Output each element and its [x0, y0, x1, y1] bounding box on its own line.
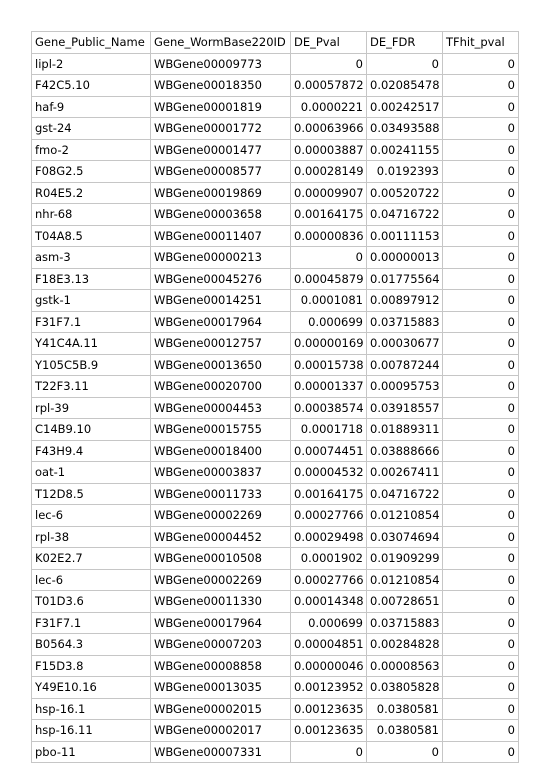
cell-tfhit-pval[interactable]: 0 [443, 720, 519, 742]
cell-de-fdr[interactable]: 0.03715883 [367, 612, 443, 634]
cell-gene-wormbase-id[interactable]: WBGene00019869 [151, 182, 291, 204]
table-row [32, 53, 519, 75]
table-row [32, 548, 519, 570]
cell-gene-wormbase-id[interactable]: WBGene00008577 [151, 161, 291, 183]
cell-tfhit-pval[interactable]: 0 [443, 354, 519, 376]
cell-tfhit-pval[interactable]: 0 [443, 333, 519, 355]
cell-de-pval[interactable]: 0 [291, 741, 367, 763]
cell-de-pval[interactable]: 0 [291, 53, 367, 75]
table-row [32, 118, 519, 140]
cell-tfhit-pval[interactable]: 0 [443, 505, 519, 527]
cell-gene-wormbase-id[interactable]: WBGene00017964 [151, 311, 291, 333]
table-row [32, 720, 519, 742]
cell-de-pval[interactable]: 0.00004851 [291, 634, 367, 656]
table-row [32, 247, 519, 269]
cell-gene-wormbase-id[interactable]: WBGene00001477 [151, 139, 291, 161]
cell-de-pval[interactable]: 0.00123635 [291, 720, 367, 742]
table-row [32, 204, 519, 226]
cell-de-pval[interactable]: 0.00003887 [291, 139, 367, 161]
cell-tfhit-pval[interactable]: 0 [443, 96, 519, 118]
cell-tfhit-pval[interactable]: 0 [443, 698, 519, 720]
table-row [32, 462, 519, 484]
cell-gene-wormbase-id[interactable]: WBGene00007203 [151, 634, 291, 656]
cell-de-fdr[interactable]: 0.03493588 [367, 118, 443, 140]
table-row [32, 634, 519, 656]
cell-de-fdr[interactable]: 0 [367, 53, 443, 75]
cell-gene-public-name[interactable]: hsp-16.1 [32, 698, 151, 720]
cell-tfhit-pval[interactable]: 0 [443, 290, 519, 312]
cell-tfhit-pval[interactable]: 0 [443, 139, 519, 161]
table-row [32, 75, 519, 97]
cell-de-fdr[interactable]: 0.00008563 [367, 655, 443, 677]
table-row [32, 698, 519, 720]
cell-de-pval[interactable]: 0.00057872 [291, 75, 367, 97]
cell-de-pval[interactable]: 0.00027766 [291, 505, 367, 527]
cell-gene-wormbase-id[interactable]: WBGene00003658 [151, 204, 291, 226]
cell-gene-wormbase-id[interactable]: WBGene00015755 [151, 419, 291, 441]
cell-gene-wormbase-id[interactable]: WBGene00009773 [151, 53, 291, 75]
table-row [32, 419, 519, 441]
spreadsheet [31, 31, 519, 759]
cell-de-fdr[interactable]: 0.01210854 [367, 569, 443, 591]
cell-gene-wormbase-id[interactable]: WBGene00018350 [151, 75, 291, 97]
cell-tfhit-pval[interactable]: 0 [443, 634, 519, 656]
cell-gene-wormbase-id[interactable]: WBGene00004453 [151, 397, 291, 419]
cell-gene-public-name[interactable]: C14B9.10 [32, 419, 151, 441]
table-row [32, 612, 519, 634]
table-row [32, 376, 519, 398]
cell-gene-wormbase-id[interactable]: WBGene00011407 [151, 225, 291, 247]
cell-gene-public-name[interactable]: hsp-16.11 [32, 720, 151, 742]
cell-de-pval[interactable]: 0 [291, 247, 367, 269]
cell-tfhit-pval[interactable]: 0 [443, 569, 519, 591]
cell-de-fdr[interactable]: 0.00095753 [367, 376, 443, 398]
cell-de-pval[interactable]: 0.00000836 [291, 225, 367, 247]
cell-de-pval[interactable]: 0.000699 [291, 612, 367, 634]
cell-tfhit-pval[interactable]: 0 [443, 397, 519, 419]
cell-de-fdr[interactable]: 0.01889311 [367, 419, 443, 441]
table-row [32, 354, 519, 376]
cell-tfhit-pval[interactable]: 0 [443, 311, 519, 333]
cell-tfhit-pval[interactable]: 0 [443, 53, 519, 75]
cell-gene-wormbase-id[interactable]: WBGene00004452 [151, 526, 291, 548]
cell-gene-wormbase-id[interactable]: WBGene00011330 [151, 591, 291, 613]
cell-gene-public-name[interactable]: F08G2.5 [32, 161, 151, 183]
table-row [32, 290, 519, 312]
cell-de-pval[interactable]: 0.0001902 [291, 548, 367, 570]
cell-tfhit-pval[interactable]: 0 [443, 591, 519, 613]
cell-de-fdr[interactable]: 0.00520722 [367, 182, 443, 204]
column-header-de-fdr[interactable]: DE_FDR [367, 32, 443, 54]
cell-de-fdr[interactable]: 0.03918557 [367, 397, 443, 419]
cell-de-fdr[interactable]: 0.00787244 [367, 354, 443, 376]
cell-de-pval[interactable]: 0.00164175 [291, 204, 367, 226]
cell-gene-public-name[interactable]: F31F7.1 [32, 311, 151, 333]
cell-de-fdr[interactable]: 0.00267411 [367, 462, 443, 484]
cell-de-fdr[interactable]: 0.00030677 [367, 333, 443, 355]
table-row [32, 440, 519, 462]
cell-de-pval[interactable]: 0.00063966 [291, 118, 367, 140]
cell-gene-public-name[interactable]: F42C5.10 [32, 75, 151, 97]
cell-de-pval[interactable]: 0.00028149 [291, 161, 367, 183]
cell-gene-public-name[interactable]: pbo-11 [32, 741, 151, 763]
column-header-tfhit-pval[interactable]: TFhit_pval [443, 32, 519, 54]
cell-tfhit-pval[interactable]: 0 [443, 75, 519, 97]
cell-gene-public-name[interactable]: T12D8.5 [32, 483, 151, 505]
cell-gene-public-name[interactable]: haf-9 [32, 96, 151, 118]
cell-gene-wormbase-id[interactable]: WBGene00014251 [151, 290, 291, 312]
cell-tfhit-pval[interactable]: 0 [443, 268, 519, 290]
cell-gene-wormbase-id[interactable]: WBGene00000213 [151, 247, 291, 269]
cell-gene-public-name[interactable]: F31F7.1 [32, 612, 151, 634]
cell-de-pval[interactable]: 0.00001337 [291, 376, 367, 398]
cell-de-pval[interactable]: 0.00014348 [291, 591, 367, 613]
cell-de-fdr[interactable]: 0.04716722 [367, 204, 443, 226]
cell-de-fdr[interactable]: 0.0380581 [367, 698, 443, 720]
cell-tfhit-pval[interactable]: 0 [443, 548, 519, 570]
cell-de-fdr[interactable]: 0.00241155 [367, 139, 443, 161]
cell-gene-public-name[interactable]: gstk-1 [32, 290, 151, 312]
table-row [32, 96, 519, 118]
cell-gene-public-name[interactable]: oat-1 [32, 462, 151, 484]
table-row [32, 139, 519, 161]
cell-de-pval[interactable]: 0.0001718 [291, 419, 367, 441]
cell-de-fdr[interactable]: 0.00000013 [367, 247, 443, 269]
cell-gene-wormbase-id[interactable]: WBGene00018400 [151, 440, 291, 462]
cell-tfhit-pval[interactable]: 0 [443, 161, 519, 183]
cell-gene-public-name[interactable]: lec-6 [32, 569, 151, 591]
cell-tfhit-pval[interactable]: 0 [443, 182, 519, 204]
cell-de-fdr[interactable]: 0.01909299 [367, 548, 443, 570]
cell-gene-public-name[interactable]: rpl-39 [32, 397, 151, 419]
cell-gene-public-name[interactable]: Y49E10.16 [32, 677, 151, 699]
cell-de-pval[interactable]: 0.00123952 [291, 677, 367, 699]
cell-de-pval[interactable]: 0.00004532 [291, 462, 367, 484]
cell-gene-wormbase-id[interactable]: WBGene00045276 [151, 268, 291, 290]
cell-gene-public-name[interactable]: B0564.3 [32, 634, 151, 656]
cell-gene-wormbase-id[interactable]: WBGene00017964 [151, 612, 291, 634]
cell-gene-wormbase-id[interactable]: WBGene00001819 [151, 96, 291, 118]
cell-gene-wormbase-id[interactable]: WBGene00011733 [151, 483, 291, 505]
table-row [32, 161, 519, 183]
column-header-gene-public-name[interactable]: Gene_Public_Name [32, 32, 151, 54]
cell-gene-public-name[interactable]: Y41C4A.11 [32, 333, 151, 355]
cell-de-pval[interactable]: 0.000699 [291, 311, 367, 333]
cell-gene-wormbase-id[interactable]: WBGene00002017 [151, 720, 291, 742]
cell-tfhit-pval[interactable]: 0 [443, 655, 519, 677]
cell-tfhit-pval[interactable]: 0 [443, 440, 519, 462]
table-row [32, 677, 519, 699]
cell-de-pval[interactable]: 0.00029498 [291, 526, 367, 548]
cell-de-pval[interactable]: 0.0000221 [291, 96, 367, 118]
cell-gene-public-name[interactable]: T04A8.5 [32, 225, 151, 247]
cell-de-fdr[interactable]: 0.00111153 [367, 225, 443, 247]
cell-gene-wormbase-id[interactable]: WBGene00013035 [151, 677, 291, 699]
cell-gene-public-name[interactable]: Y105C5B.9 [32, 354, 151, 376]
cell-de-fdr[interactable]: 0.00897912 [367, 290, 443, 312]
cell-gene-public-name[interactable]: F15D3.8 [32, 655, 151, 677]
cell-de-pval[interactable]: 0.00164175 [291, 483, 367, 505]
cell-tfhit-pval[interactable]: 0 [443, 677, 519, 699]
cell-de-pval[interactable]: 0.0001081 [291, 290, 367, 312]
cell-gene-wormbase-id[interactable]: WBGene00007331 [151, 741, 291, 763]
cell-gene-public-name[interactable]: gst-24 [32, 118, 151, 140]
cell-tfhit-pval[interactable]: 0 [443, 204, 519, 226]
cell-de-fdr[interactable]: 0.0380581 [367, 720, 443, 742]
cell-gene-public-name[interactable]: F43H9.4 [32, 440, 151, 462]
table-row [32, 182, 519, 204]
cell-de-fdr[interactable]: 0.03888666 [367, 440, 443, 462]
cell-de-fdr[interactable]: 0.02085478 [367, 75, 443, 97]
table-row [32, 225, 519, 247]
cell-tfhit-pval[interactable]: 0 [443, 419, 519, 441]
cell-tfhit-pval[interactable]: 0 [443, 741, 519, 763]
table-row [32, 505, 519, 527]
table-row [32, 655, 519, 677]
cell-tfhit-pval[interactable]: 0 [443, 376, 519, 398]
cell-tfhit-pval[interactable]: 0 [443, 612, 519, 634]
cell-de-fdr[interactable]: 0.01775564 [367, 268, 443, 290]
cell-de-fdr[interactable]: 0.00284828 [367, 634, 443, 656]
cell-gene-wormbase-id[interactable]: WBGene00003837 [151, 462, 291, 484]
cell-tfhit-pval[interactable]: 0 [443, 462, 519, 484]
cell-tfhit-pval[interactable]: 0 [443, 118, 519, 140]
cell-tfhit-pval[interactable]: 0 [443, 225, 519, 247]
cell-de-pval[interactable]: 0.00009907 [291, 182, 367, 204]
cell-de-pval[interactable]: 0.00027766 [291, 569, 367, 591]
column-header-gene-wormbase-id[interactable]: Gene_WormBase220ID [151, 32, 291, 54]
table-row [32, 397, 519, 419]
cell-de-fdr[interactable]: 0.03074694 [367, 526, 443, 548]
column-header-de-pval[interactable]: DE_Pval [291, 32, 367, 54]
cell-gene-wormbase-id[interactable]: WBGene00013650 [151, 354, 291, 376]
cell-de-pval[interactable]: 0.00074451 [291, 440, 367, 462]
cell-de-pval[interactable]: 0.00045879 [291, 268, 367, 290]
cell-de-fdr[interactable]: 0.00728651 [367, 591, 443, 613]
cell-de-pval[interactable]: 0.00000046 [291, 655, 367, 677]
cell-gene-wormbase-id[interactable]: WBGene00002269 [151, 569, 291, 591]
cell-de-pval[interactable]: 0.00123635 [291, 698, 367, 720]
cell-gene-public-name[interactable]: R04E5.2 [32, 182, 151, 204]
cell-gene-wormbase-id[interactable]: WBGene00002269 [151, 505, 291, 527]
cell-gene-wormbase-id[interactable]: WBGene00002015 [151, 698, 291, 720]
cell-gene-public-name[interactable]: fmo-2 [32, 139, 151, 161]
table-row [32, 569, 519, 591]
cell-de-fdr[interactable]: 0.0192393 [367, 161, 443, 183]
cell-de-fdr[interactable]: 0.00242517 [367, 96, 443, 118]
cell-gene-wormbase-id[interactable]: WBGene00020700 [151, 376, 291, 398]
cell-gene-public-name[interactable]: T22F3.11 [32, 376, 151, 398]
cell-gene-public-name[interactable]: lipl-2 [32, 53, 151, 75]
cell-de-fdr[interactable]: 0.01210854 [367, 505, 443, 527]
cell-gene-public-name[interactable]: asm-3 [32, 247, 151, 269]
cell-de-pval[interactable]: 0.00038574 [291, 397, 367, 419]
cell-de-pval[interactable]: 0.00000169 [291, 333, 367, 355]
cell-gene-public-name[interactable]: T01D3.6 [32, 591, 151, 613]
cell-gene-public-name[interactable]: F18E3.13 [32, 268, 151, 290]
header-row [32, 32, 519, 54]
cell-gene-public-name[interactable]: K02E2.7 [32, 548, 151, 570]
cell-gene-wormbase-id[interactable]: WBGene00012757 [151, 333, 291, 355]
cell-tfhit-pval[interactable]: 0 [443, 247, 519, 269]
cell-gene-wormbase-id[interactable]: WBGene00008858 [151, 655, 291, 677]
cell-gene-wormbase-id[interactable]: WBGene00001772 [151, 118, 291, 140]
table-row [32, 526, 519, 548]
cell-gene-wormbase-id[interactable]: WBGene00010508 [151, 548, 291, 570]
cell-tfhit-pval[interactable]: 0 [443, 483, 519, 505]
cell-de-fdr[interactable]: 0.03805828 [367, 677, 443, 699]
cell-gene-public-name[interactable]: lec-6 [32, 505, 151, 527]
table-row [32, 333, 519, 355]
table-row [32, 741, 519, 763]
cell-de-fdr[interactable]: 0 [367, 741, 443, 763]
cell-de-fdr[interactable]: 0.03715883 [367, 311, 443, 333]
table-row [32, 311, 519, 333]
cell-de-fdr[interactable]: 0.04716722 [367, 483, 443, 505]
cell-gene-public-name[interactable]: nhr-68 [32, 204, 151, 226]
table-row [32, 591, 519, 613]
table-row [32, 268, 519, 290]
cell-tfhit-pval[interactable]: 0 [443, 526, 519, 548]
table-row [32, 483, 519, 505]
gene-table [31, 31, 519, 763]
cell-gene-public-name[interactable]: rpl-38 [32, 526, 151, 548]
cell-de-pval[interactable]: 0.00015738 [291, 354, 367, 376]
